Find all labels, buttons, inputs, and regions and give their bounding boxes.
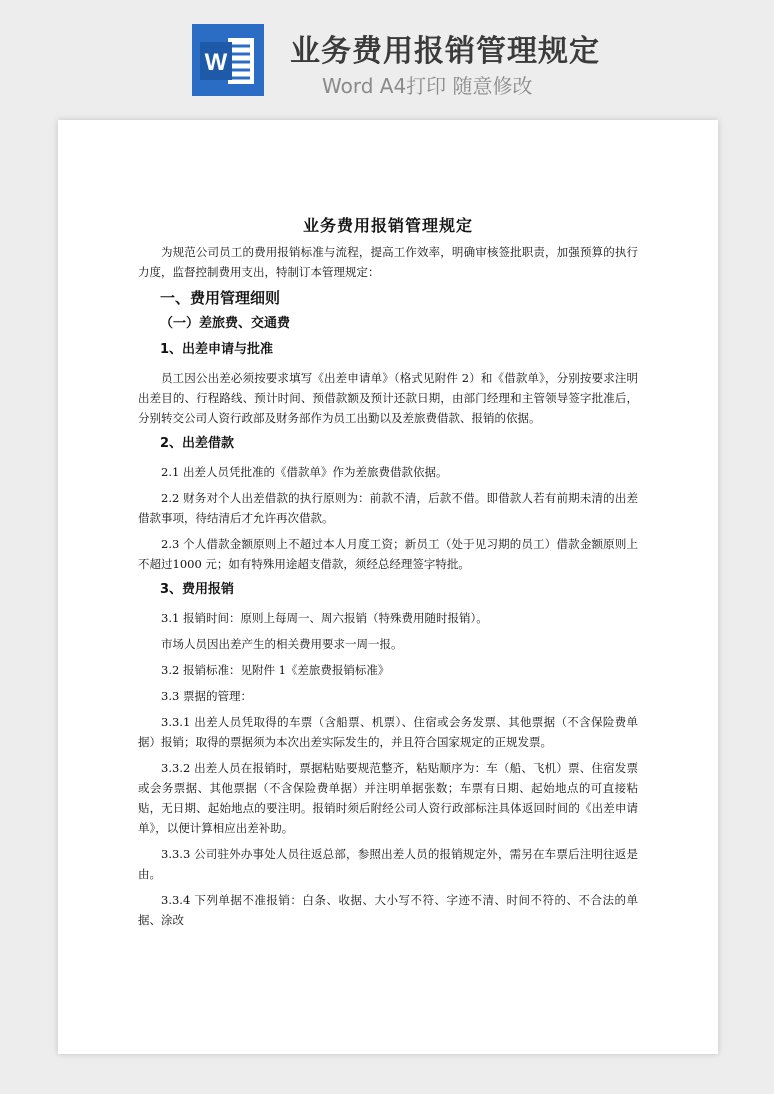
section-heading: 一、费用管理细则 — [160, 289, 281, 307]
document-content — [138, 216, 638, 936]
document-title: 业务费用报销管理规定 — [302, 216, 473, 235]
banner — [0, 0, 774, 120]
paragraph: 3.3.1 出差人员凭取得的车票（含船票、机票）、住宿或会务发票、其他票据（不含保险费单据）报销；取得的票据须为本次出差实际发生的，并且符合国家规定的正规发票。 — [138, 715, 638, 749]
item-heading: 2、出差借款 — [160, 436, 235, 451]
banner-title: 业务费用报销管理规定 — [290, 34, 600, 69]
paragraph: 3.3.3 公司驻外办事处人员往返总部，参照出差人员的报销规定外，需另在车票后注明往返是由。 — [138, 847, 638, 881]
paragraph: 3.3.4 下列单据不准报销：白条、收据、大小写不符、字迹不清、时间不符的、不合法的单据、涂改 — [138, 893, 638, 927]
paragraph: 员工因公出差必须按要求填写《出差申请单》（格式见附件 2）和《借款单》，分别按要求注明出差目的、行程路线、预计时间、预借款额及预计还款日期，由部门经理和主管领导签字批准后，分别转交公司人资行政部及财务部作为员工出勤以及差旅费借款、报销的依据。 — [138, 371, 638, 425]
paragraph: 3.3.2 出差人员在报销时，票据粘贴要规范整齐，粘贴顺序为：车（船、飞机）票、住宿发票或会务票据、其他票据（不含保险费单据）并注明单据张数；车票有日期、起始地点的可直接粘贴，无日期、起始地点的要注明。报销时须后附经公司人资行政部标注具体返回时间的《出差申请单》，以便计算相应出差补助。 — [138, 761, 638, 835]
paragraph: 3.3 票据的管理： — [161, 689, 252, 703]
intro-paragraph: 为规范公司员工的费用报销标准与流程，提高工作效率，明确审核签批职责，加强预算的执行力度，监督控制费用支出，特制订本管理规定： — [138, 245, 638, 279]
paragraph: 3.1 报销时间：原则上每周一、周六报销（特殊费用随时报销）。 — [161, 611, 488, 625]
paragraph: 3.2 报销标准：见附件 1《差旅费报销标准》 — [161, 663, 390, 677]
word-logo-icon — [192, 24, 264, 96]
item-heading: 1、出差申请与批准 — [160, 342, 274, 357]
paragraph: 2.2 财务对个人出差借款的执行原则为：前款不清，后款不借。即借款人若有前期未清的出差借款事项，待结清后才允许再次借款。 — [138, 491, 638, 525]
paragraph: 2.3 个人借款金额原则上不超过本人月度工资；新员工（处于见习期的员工）借款金额原则上不超过1000 元；如有特殊用途超支借款，须经总经理签字特批。 — [138, 537, 638, 571]
document-page — [58, 120, 718, 1054]
item-heading: 3、费用报销 — [160, 582, 235, 597]
svg-text:W: W — [204, 49, 228, 76]
banner-subtitle: Word A4打印 随意修改 — [322, 74, 533, 98]
paragraph: 2.1 出差人员凭批准的《借款单》作为差旅费借款依据。 — [161, 465, 448, 479]
paragraph: 市场人员因出差产生的相关费用要求一周一报。 — [161, 637, 403, 651]
subsection-heading: （一）差旅费、交通费 — [160, 316, 291, 331]
